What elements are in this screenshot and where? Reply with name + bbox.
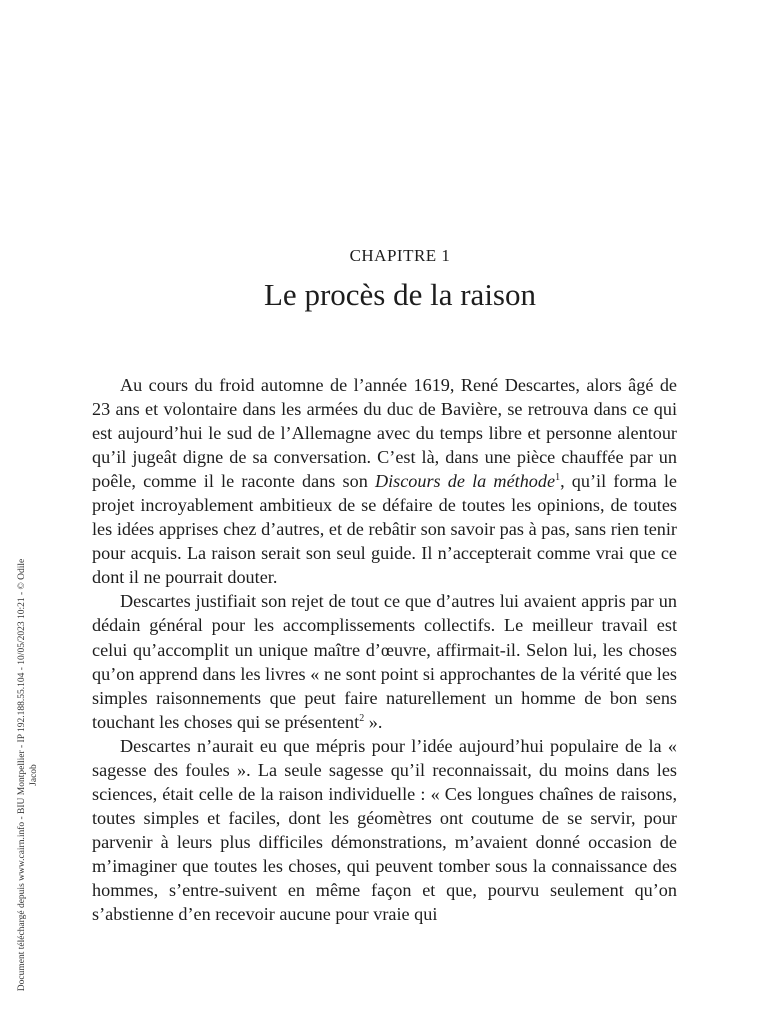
paragraph-2-text-cont: ».: [364, 711, 383, 732]
chapter-title: Le procès de la raison: [264, 277, 536, 312]
paragraph-1: [92, 373, 677, 589]
body-text: [92, 373, 677, 926]
footnote-ref-1[interactable]: 1: [555, 472, 561, 484]
paragraph-2: [92, 589, 677, 733]
book-title: Discours de la méthode: [374, 471, 556, 492]
paragraph-3: [92, 734, 677, 926]
paragraph-1-text: Au cours du froid automne de l’année 1619, René Descartes, alors âgé de 23 ans et volontaire dans les armées du duc de Bavière, se retrouva dans ce qui est aujourd’hui le sud de l’Allemagne avec du temps libre et personne alentour qu’il jugeât digne de sa conversation. C’est là, dans une pièce chauffée par un poêle, comme il le raconte dans son: [92, 375, 677, 492]
watermark-line-1: Document téléchargé depuis www.cairn.info - BIU Montpellier - IP 192.188.55.104 - 10/05/2023 10:21 - © Odile: [17, 558, 27, 992]
footnote-ref-2[interactable]: 2: [359, 712, 365, 724]
watermark-line-2: Jacob: [29, 764, 39, 786]
paragraph-3-text: Descartes n’aurait eu que mépris pour l’idée aujourd’hui populaire de la « sagesse des foules ». La seule sagesse qu’il reconnaissait, du moins dans les sciences, était celle de la raison individuelle : « Ces longues chaînes de raisons, toutes simples et faciles, dont les géomètres ont coutume de se servir, pour parvenir à leurs plus difficiles démonstrations, m’avaient donné occasion de m’imaginer que toutes les choses, qui peuvent tomber sous la connaissance des hommes, s’entre-suivent en même façon et que, pourvu seulement qu’on s’abstienne d’en recevoir aucune pour vraie qui: [92, 735, 677, 925]
chapter-label: CHAPITRE 1: [349, 246, 451, 265]
download-watermark: [16, 540, 40, 1010]
paragraph-2-text: Descartes justifiait son rejet de tout ce que d’autres lui avaient appris par un dédain général pour les accomplissements collectifs. Le meilleur travail est celui qu’accomplit un unique maître d’œuvre, affirmait-il. Selon lui, les choses qu’on apprend dans les livres « ne sont point si approchantes de la vérité que les simples raisonnements que peut faire naturellement un homme de bon sens touchant les choses qui se présentent: [92, 591, 677, 732]
paragraph-1-text-cont: , qu’il forma le projet incroyablement ambitieux de se défaire de toutes les opinions, de toutes les idées apprises chez d’autres, et de rebâtir son savoir pas à pas, sans rien tenir pour acquis. La raison serait son seul guide. Il n’accepterait comme vrai que ce dont il ne pourrait douter.: [92, 471, 677, 588]
